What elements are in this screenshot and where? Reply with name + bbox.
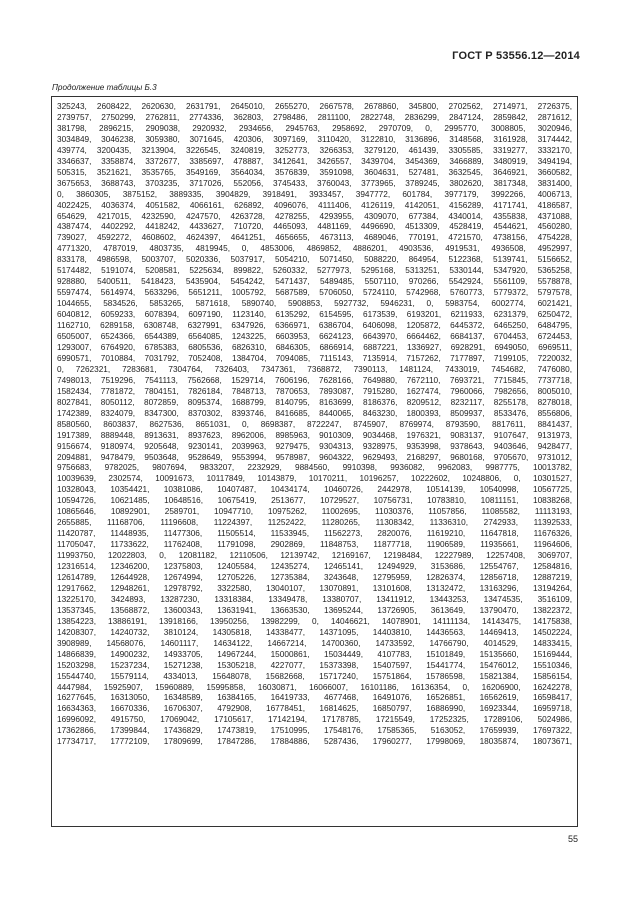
number-line: 9156674, 9180974, 9205648, 9230141, 2039963, 9279475, 9304313, 9328975, 9353998, 9378643, 9403646, 9428477,	[57, 441, 572, 451]
number-line: 17734717, 17772109, 17809699, 17847286, 17884886, 5287436, 17960277, 17998069, 18035874, 18073671,	[57, 737, 572, 747]
number-line: 1917389, 8889448, 8913631, 8937623, 8962006, 8985963, 9010309, 9034468, 1976321, 9083137, 9107647, 9131973,	[57, 430, 572, 440]
number-line: 739027, 4592272, 4608602, 4624397, 4641251, 4656655, 4673113, 4689046, 770191, 4721570, 4738156, 4754228,	[57, 233, 572, 243]
number-line: 505315, 3521621, 3535765, 3549169, 3564034, 3576839, 3591098, 3604631, 527481, 3632545, 3646921, 3660582,	[57, 167, 572, 177]
number-line: 4387474, 4402292, 4418242, 4433627, 710720, 4465093, 4481169, 4496690, 4513309, 4528419, 4544621, 4560280,	[57, 222, 572, 232]
number-line: 2739757, 2750299, 2762811, 2774336, 362803, 2798486, 2811100, 2822748, 2836299, 2847124, 2859842, 2871612,	[57, 112, 572, 122]
number-line: 1162710, 6289158, 6308748, 6327991, 6347926, 6366971, 6386704, 6406098, 1205872, 6445372, 6465250, 6484795,	[57, 321, 572, 331]
number-line: 3908989, 14568076, 14601117, 14634122, 14667214, 14700360, 14733592, 14766790, 4014529, 14833415,	[57, 638, 572, 648]
number-line: 6990571, 7010884, 7031792, 7052408, 1384704, 7094085, 7115143, 7135914, 7157262, 7177897, 7199105, 7220032,	[57, 353, 572, 363]
number-line: 16634363, 16670336, 16706307, 4792908, 16778451, 16814625, 16850797, 16886990, 16923344, 16959718,	[57, 704, 572, 714]
number-line: 5174482, 5191074, 5208581, 5225634, 899822, 5260332, 5277973, 5295168, 5313251, 5330144, 5347920, 5365258,	[57, 266, 572, 276]
number-line: 2655885, 11168706, 11196608, 11224397, 11252422, 11280265, 11308342, 11336310, 2742933, 11392533,	[57, 518, 572, 528]
number-line: 6505007, 6524366, 6544389, 6564085, 1243225, 6603953, 6624123, 6643970, 6664462, 6684137, 6704453, 6724453,	[57, 332, 572, 342]
number-line: 11705047, 11733622, 11762408, 11791098, 2902869, 11848753, 11877718, 11906589, 11935661, 11964606,	[57, 540, 572, 550]
number-line: 5597474, 5614974, 5633296, 5651211, 1005792, 5687589, 5706050, 5724110, 5742968, 5760773, 5779372, 5797578,	[57, 288, 572, 298]
number-line: 14208307, 14240732, 3810124, 14305818, 14338477, 14371095, 14403810, 14436563, 14469413, 14502224,	[57, 627, 572, 637]
number-line: 0, 3860305, 3875152, 3889335, 3904829, 3918491, 3933457, 3947772, 601784, 3977179, 3992266, 4006713,	[57, 189, 572, 199]
page-number: 55	[567, 834, 578, 844]
number-line: 3675653, 3688743, 3703235, 3717026, 552056, 3745433, 3760043, 3773965, 3789245, 3802620, 3817348, 3831400,	[57, 178, 572, 188]
number-line: 16996092, 4915750, 17069042, 17105617, 17142194, 17178785, 17215549, 17252325, 17289106, 5024986,	[57, 715, 572, 725]
table-continuation-caption: Продолжение таблицы Б.3	[52, 83, 157, 92]
number-line: 13537345, 13568872, 13600343, 13631941, 13663530, 13695244, 13726905, 3613649, 13790470, 13822372,	[57, 605, 572, 615]
number-line: 439774, 3200435, 3213904, 3226545, 3240819, 3252773, 3266353, 3279120, 461439, 3305585, 3319277, 3332170,	[57, 145, 572, 155]
number-line: 15203298, 15237234, 15271238, 15305218, 4227077, 15373398, 15407597, 15441774, 15476012, 15510346,	[57, 660, 572, 670]
number-line: 15544740, 15579114, 4334013, 15648078, 15682668, 15717240, 15751864, 15786598, 15821384, 15856154,	[57, 671, 572, 681]
number-line: 1742389, 8324079, 8347300, 8370302, 8393746, 8416685, 8440065, 8463230, 1800393, 8509937, 8533476, 8556806,	[57, 408, 572, 418]
number-line: 3346637, 3358874, 3372677, 3385697, 478887, 3412641, 3426557, 3439704, 3454369, 3466889, 3480919, 3494194,	[57, 156, 572, 166]
number-line: 13225170, 3424893, 13287230, 13318384, 13349478, 13380707, 13411912, 13443253, 13474535, 3516109,	[57, 594, 572, 604]
number-line: 1582434, 7781872, 7804151, 7826184, 7848713, 7870653, 7893087, 7915280, 1627474, 7960066, 7982656, 8005010,	[57, 386, 572, 396]
number-line: 12316514, 12346200, 12375803, 12405584, 12435274, 12465141, 12494929, 3153686, 12554767, 12584816,	[57, 562, 572, 572]
number-line: 12614789, 12644928, 12674994, 12705226, 12735384, 3243648, 12795959, 12826374, 12856718, 12887219,	[57, 572, 572, 582]
number-line: 833178, 4986598, 5003707, 5020336, 5037917, 5054210, 5071450, 5088220, 864954, 5122368, 5139741, 5156652,	[57, 255, 572, 265]
number-line: 8580560, 8603837, 8627536, 8651031, 0, 8698387, 8722247, 8745907, 8769974, 8793590, 8817611, 8841437,	[57, 419, 572, 429]
number-line: 11993750, 12022803, 0, 12081182, 12110506, 12139742, 12169167, 12198484, 12227989, 12257408, 3069707,	[57, 551, 572, 561]
number-line: 1293007, 6764920, 6785383, 6805536, 6826310, 6846305, 6866914, 6887221, 1336927, 6928291, 6949050, 6969511,	[57, 342, 572, 352]
number-line: 2094881, 9478479, 9503648, 9528649, 9553994, 9578987, 9604322, 9629493, 2168297, 9680168, 9705670, 9731012,	[57, 452, 572, 462]
number-line: 928880, 5400511, 5418423, 5435904, 5454242, 5471437, 5489485, 5507110, 970266, 5542924, 5561109, 5578878,	[57, 277, 572, 287]
number-line: 4771320, 4787019, 4803735, 4819945, 0, 4853006, 4869852, 4886201, 4903536, 4919531, 4936508, 4952997,	[57, 244, 572, 254]
number-line: 325243, 2608422, 2620630, 2631791, 2645010, 2655270, 2667578, 2678860, 345800, 2702562, 2714971, 2726375,	[57, 102, 572, 111]
number-line: 6040812, 6059233, 6078394, 6097190, 1123140, 6135292, 6154595, 6173539, 6193201, 6211933, 6231379, 6250472,	[57, 310, 572, 320]
number-line: 10865646, 10892901, 2589701, 10947710, 10975262, 11002695, 11030376, 11057856, 11085582, 11113193,	[57, 507, 572, 517]
number-line: 1044655, 5834526, 5853265, 5871618, 5890740, 5908853, 5927732, 5946231, 0, 5983754, 6002774, 6021421,	[57, 299, 572, 309]
number-line: 9756683, 9782025, 9807694, 9833207, 2232929, 9884560, 9910398, 9936082, 9962083, 9987775, 10013782,	[57, 463, 572, 473]
number-line: 10328043, 10354421, 10381086, 10407487, 10434174, 10460726, 2442978, 10514139, 10540998, 10567725,	[57, 485, 572, 495]
number-line: 10594726, 10621485, 10648516, 10675419, 2513677, 10729527, 10756731, 10783810, 10811151, 10838268,	[57, 496, 572, 506]
number-line: 4447984, 15925907, 15960889, 15995858, 16030871, 16066007, 16101186, 16136354, 0, 16206900, 16242278,	[57, 682, 572, 692]
table-b3-body	[51, 96, 578, 827]
number-line: 381798, 2896215, 2909038, 2920932, 2934656, 2945763, 2958692, 2970709, 0, 2995770, 3008805, 3020946,	[57, 123, 572, 133]
number-line: 17362866, 17399844, 17436829, 17473819, 17510995, 17548176, 17585365, 5163052, 17659939, 17697322,	[57, 726, 572, 736]
number-line: 10039639, 2302574, 10091673, 10117849, 10143879, 10170211, 10196257, 10222602, 10248806, 0, 10301527,	[57, 474, 572, 484]
number-line: 8027841, 8050112, 8072859, 8095374, 1688799, 8140795, 8163699, 8186376, 8209512, 8232117, 8255178, 8278018,	[57, 397, 572, 407]
number-line: 7498013, 7519296, 7541113, 7562668, 1529714, 7606196, 7628166, 7649880, 7672110, 7693721, 7715845, 7737718,	[57, 375, 572, 385]
number-sequence-block	[57, 102, 572, 748]
number-line: 16277645, 16313050, 16348589, 16384165, 16419733, 4677468, 16491076, 16526851, 16562619, 16598417,	[57, 693, 572, 703]
number-line: 4022425, 4036374, 4051582, 4066161, 626892, 4096076, 4111406, 4126119, 4142051, 4156289, 4171741, 4186587,	[57, 200, 572, 210]
number-line: 0, 7262321, 7283681, 7304764, 7326403, 7347361, 7368872, 7390113, 1481124, 7433019, 7454682, 7476080,	[57, 364, 572, 374]
number-line: 11420787, 11448935, 11477306, 11505514, 11533945, 11562273, 2820076, 11619210, 11647818, 11676326,	[57, 529, 572, 539]
number-line: 654629, 4217015, 4232590, 4247570, 4263728, 4278255, 4293955, 4309070, 677384, 4340014, 4355838, 4371088,	[57, 211, 572, 221]
number-line: 12917662, 12948261, 12978792, 3322580, 13040107, 13070891, 13101608, 13132472, 13163296, 13194264,	[57, 583, 572, 593]
number-line: 14866839, 14900232, 14933705, 14967244, 15000861, 15034449, 4107783, 15101849, 15135660, 15169444,	[57, 649, 572, 659]
number-line: 13854223, 13886191, 13918166, 13950256, 13982299, 0, 14046621, 14078901, 14111134, 14143475, 14175838,	[57, 616, 572, 626]
number-line: 3034849, 3046238, 3059380, 3071645, 420306, 3097169, 3110420, 3122810, 3136896, 3148568, 3161928, 3174442,	[57, 134, 572, 144]
document-standard-header: ГОСТ Р 53556.12—2014	[452, 50, 580, 62]
